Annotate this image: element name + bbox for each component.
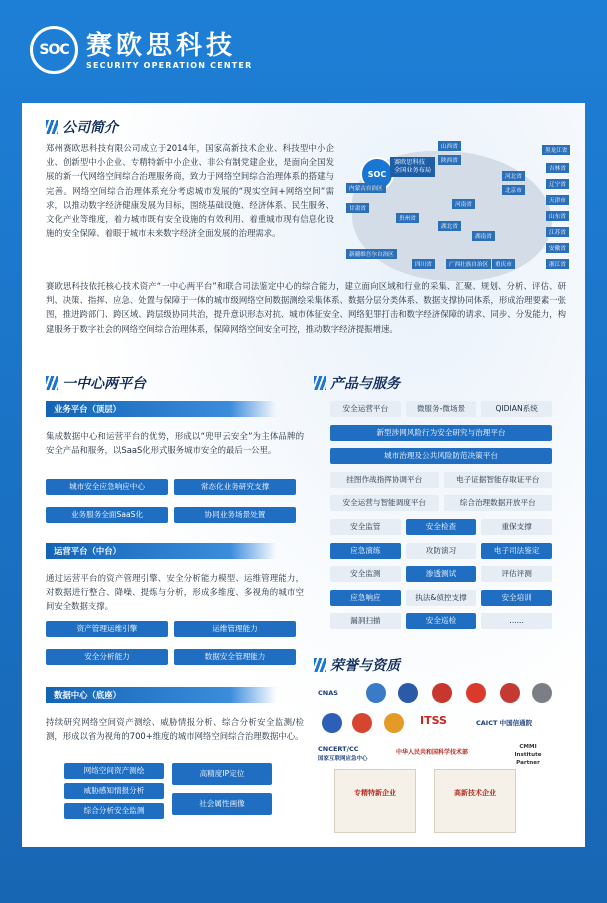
data-center-head: 数据中心（底座） — [46, 687, 276, 703]
product-chip: 安全监管 — [330, 519, 401, 535]
honors-title: 荣誉与资质 — [314, 655, 400, 675]
business-chip: 城市安全应急响应中心 — [46, 479, 168, 495]
intro-paragraph-2: 赛欧思科技依托核心技术资产“一中心两平台”和联合司法鉴定中心的综合能力，建立面向区域和行业的采集、汇聚、规划、分析、评估、研判、决策、指挥、应急、处置与保障于一体的城市级网络空间数据测绘采集体系、数据分层分类体系、数据支撑协同体系，形成治理要素一张图，推进跨部门、跨区域、跨层级协同共治，提升意识形态对抗、城市体征安全、网络犯罪打击和数字经济保障的请求、同步、分发能力，构建服务于数字社会的网络空间综合治理体系，保障网络空间安全可控，推动数字经济提振增速。 — [46, 281, 566, 334]
product-chip: 安全运营平台 — [330, 401, 401, 417]
caict-logo: CAICT 中国信通院 — [476, 719, 533, 727]
title-bars-icon — [314, 658, 326, 672]
data-chip: 综合分析安全监测 — [64, 803, 164, 819]
emblem-icon — [432, 683, 452, 703]
product-chip: 漏洞扫描 — [330, 613, 401, 629]
cmmi-logo: CMMI Institute Partner — [514, 744, 542, 766]
map-caption: 赛欧思科技 全国业务布局 — [390, 157, 435, 177]
product-chip: 攻防演习 — [406, 543, 477, 559]
product-chip: ...... — [481, 613, 552, 629]
china-map — [342, 131, 574, 281]
company-logo — [30, 26, 252, 74]
business-platform-head: 业务平台（顶层） — [46, 401, 276, 417]
cncert-caption: 国家互联网应急中心 — [318, 756, 368, 762]
product-chip: 安全检查 — [406, 519, 477, 535]
zzipa-logo-icon — [352, 713, 372, 733]
ops-chip: 安全分析能力 — [46, 649, 168, 665]
ops-chip: 数据安全管理能力 — [174, 649, 296, 665]
products-title: 产品与服务 — [314, 373, 400, 393]
certificate-specialized: 专精特新企业 — [334, 769, 416, 833]
map-label: 内蒙古自治区 — [346, 183, 386, 193]
map-label: 河北省 — [502, 171, 525, 181]
ops-platform-head: 运营平台（中台） — [46, 543, 276, 559]
title-bars-icon — [314, 376, 326, 390]
certificate-hightech: 高新技术企业 — [434, 769, 516, 833]
map-label: 河南省 — [452, 199, 475, 209]
product-chip: 安全巡检 — [406, 613, 477, 629]
data-chip: 威胁感知情报分析 — [64, 783, 164, 799]
map-label: 山东省 — [546, 211, 569, 221]
nsfocus-logo-icon — [322, 713, 342, 733]
business-chip: 协同业务场景处置 — [174, 507, 296, 523]
map-label: 北京市 — [502, 185, 525, 195]
content-card — [22, 103, 585, 847]
title-bars-icon — [46, 120, 58, 134]
map-label: 黑龙江省 — [542, 145, 570, 155]
product-chip: 重保支撑 — [481, 519, 552, 535]
ops-chip: 资产管理运维引擎 — [46, 621, 168, 637]
map-label: 广西壮族自治区 — [446, 259, 491, 269]
map-label: 天津市 — [546, 195, 569, 205]
cccc-logo-icon — [532, 683, 552, 703]
cnas-logo: CNAS — [318, 689, 338, 697]
most-logo: 中华人民共和国科学技术部 — [396, 749, 469, 756]
business-platform-desc: 集成数据中心和运营平台的优势，形成以“兜甲云安全”为主体品牌的安全产品和服务，以SaaS化形式服务城市安全的最后一公里。 — [46, 431, 304, 456]
product-chip: 安全运营与智能调度平台 — [330, 495, 439, 511]
data-chip: 高精度IP定位 — [172, 763, 272, 785]
emblem-2-icon — [500, 683, 520, 703]
product-chip: 渗透测试 — [406, 566, 477, 582]
ops-platform-desc: 通过运营平台的资产管理引擎、安全分析能力模型、运维管理能力，对数据进行整合、降噪、提炼与分析，形成多维度、多视角的城市空间安全数据支撑。 — [46, 573, 304, 612]
product-chip: 应急响应 — [330, 590, 401, 606]
itss-logo: ITSS — [420, 714, 447, 727]
product-chip: 微服务-微场景 — [406, 401, 477, 417]
product-chip: 挂图作战指挥协调平台 — [330, 472, 439, 488]
data-chip: 社会属性画像 — [172, 793, 272, 815]
csi-logo-icon — [366, 683, 386, 703]
product-chip: 安全培训 — [481, 590, 552, 606]
product-chip: 城市治理及公共风险防范决策平台 — [330, 448, 552, 464]
map-soc-badge-icon: SOC — [360, 157, 394, 191]
product-chip: 综合治理数据开放平台 — [444, 495, 553, 511]
product-chip: 评估评测 — [481, 566, 552, 582]
map-label: 辽宁省 — [546, 179, 569, 189]
map-label: 贵州省 — [396, 213, 419, 223]
map-label: 吉林省 — [546, 163, 569, 173]
company-name-cn: 赛欧思科技 — [86, 30, 237, 61]
ccrc-logo-icon — [398, 683, 418, 703]
itsc-logo-icon — [384, 713, 404, 733]
map-label: 甘肃省 — [346, 203, 369, 213]
product-chip: QIDIAN系统 — [481, 401, 552, 417]
map-label: 安徽省 — [546, 243, 569, 253]
platform-title: 一中心两平台 — [46, 373, 146, 393]
business-chip: 业务服务全面SaaS化 — [46, 507, 168, 523]
soc-logo-icon: SOC — [30, 26, 78, 74]
intro-title: 公司简介 — [46, 117, 118, 137]
map-label: 四川省 — [412, 259, 435, 269]
product-chip: 电子司法鉴定 — [481, 543, 552, 559]
map-label: 江苏省 — [546, 227, 569, 237]
intro-paragraph-1: 郑州赛欧思科技有限公司成立于2014年，国家高新技术企业、科技型中小企业、创新型中小企业、专精特新中小企业、非公有制党建企业，是面向全国发展的新一代网络空间综合治理服务商，致力于网络空间综合治理体系的搭建与完善。网络空间综合治理体系充分考虑城市发展的“现实空间+网络空间”需求，以推动数字经济健康发展为目标，围绕基础设施、经济体系、民生服务、文化产业等维度，着力城市既有安全设施的有效利用、着重城市现有信息化设施的安全保障、着眼于城市未来数字经济全面发展的治理需求。 — [46, 143, 334, 239]
map-label: 浙江省 — [546, 259, 569, 269]
product-chip: 安全监测 — [330, 566, 401, 582]
map-label: 陕西省 — [438, 155, 461, 165]
map-label: 山西省 — [438, 141, 461, 151]
business-chip: 常态化业务研究支撑 — [174, 479, 296, 495]
company-name-en: SECURITY OPERATION CENTER — [86, 60, 253, 70]
data-center-desc: 持续研究网络空间资产测绘、威胁情报分析、综合分析安全监测/检测，形成以省为视角的700+维度的城市网络空间综合治理数据中心。 — [46, 717, 304, 742]
title-bars-icon — [46, 376, 58, 390]
police-emblem-icon — [466, 683, 486, 703]
map-label: 重庆市 — [492, 259, 515, 269]
product-chip: 应急演练 — [330, 543, 401, 559]
cncert-logo: CNCERT/CC — [318, 745, 359, 753]
map-label: 新疆维吾尔自治区 — [346, 249, 397, 259]
data-chip: 网络空间资产测绘 — [64, 763, 164, 779]
product-chip: 执法&侦控支撑 — [406, 590, 477, 606]
map-label: 湖北省 — [438, 221, 461, 231]
map-label: 湖南省 — [472, 231, 495, 241]
product-chip: 电子证据智能存取证平台 — [444, 472, 553, 488]
ops-chip: 运维管理能力 — [174, 621, 296, 637]
product-chip: 新型涉网风险行为安全研究与治理平台 — [330, 425, 552, 441]
